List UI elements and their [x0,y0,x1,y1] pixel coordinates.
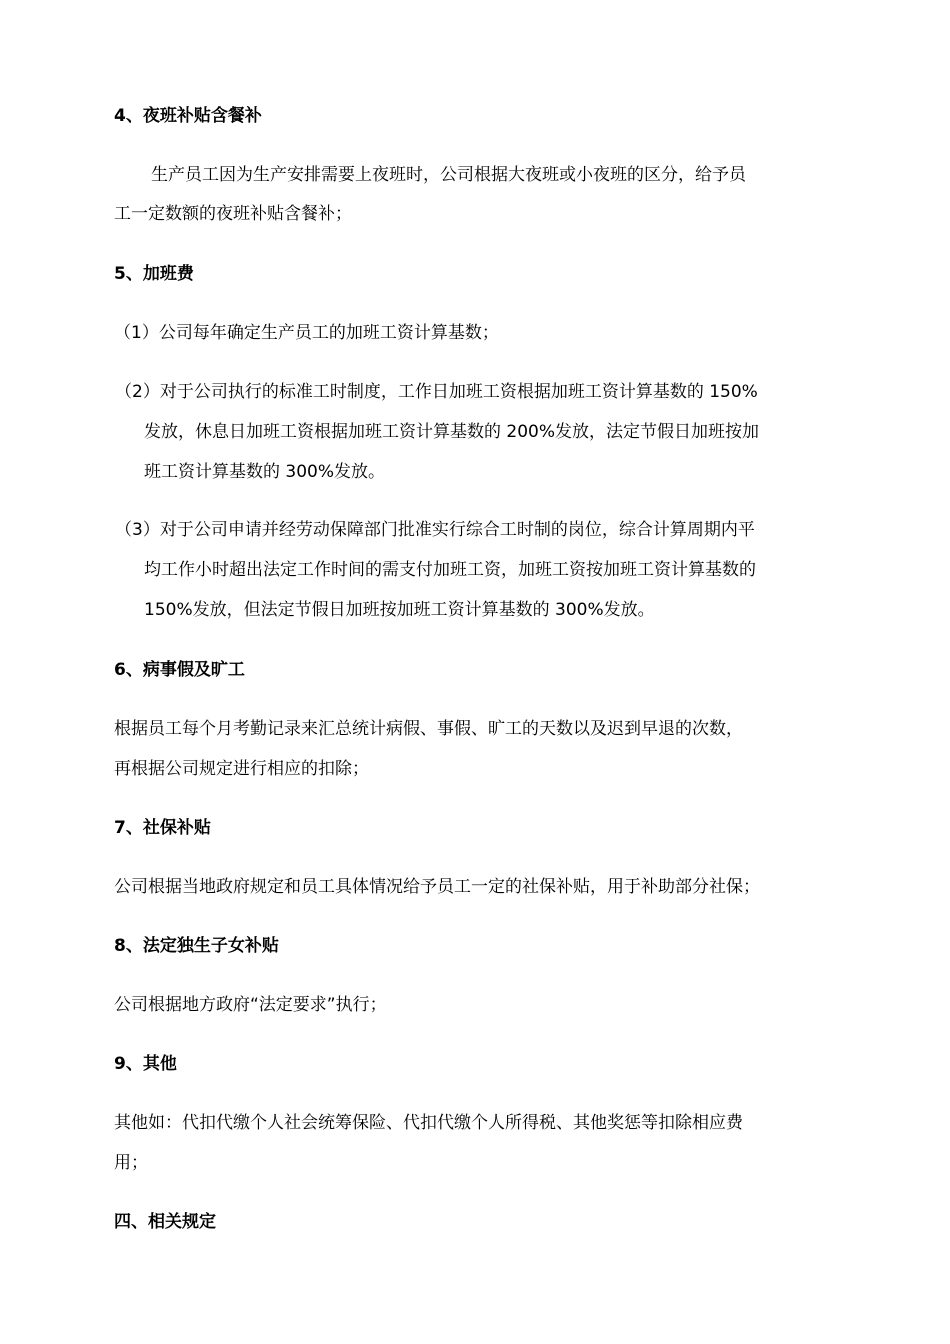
chapter-4-heading: 四、相关规定 [114,1212,216,1232]
section-5-heading: 5、加班费 [114,264,194,284]
section-7-line-1: 公司根据当地政府规定和员工具体情况给予员工一定的社保补贴，用于补助部分社保； [114,877,760,897]
section-5-item-2-line-1: （2）对于公司执行的标准工时制度，工作日加班工资根据加班工资计算基数的 150% [115,382,758,402]
section-6-heading: 6、病事假及旷工 [114,660,245,680]
section-5-item-1: （1）公司每年确定生产员工的加班工资计算基数； [114,323,499,343]
section-4-line-1: 生产员工因为生产安排需要上夜班时，公司根据大夜班或小夜班的区分，给予员 [151,165,746,185]
section-9-line-1: 其他如：代扣代缴个人社会统筹保险、代扣代缴个人所得税、其他奖惩等扣除相应费 [114,1113,743,1133]
section-8-heading: 8、法定独生子女补贴 [114,936,279,956]
section-4-line-2: 工一定数额的夜班补贴含餐补； [114,204,352,224]
section-5-item-2-line-3: 班工资计算基数的 300%发放。 [144,462,386,482]
section-8-line-1: 公司根据地方政府“法定要求”执行； [114,995,387,1015]
section-9-heading: 9、其他 [114,1054,177,1074]
section-4-heading: 4、夜班补贴含餐补 [114,106,262,126]
section-5-item-2-line-2: 发放，休息日加班工资根据加班工资计算基数的 200%发放，法定节假日加班按加 [144,422,760,442]
section-6-line-2: 再根据公司规定进行相应的扣除； [114,759,369,779]
section-9-line-2: 用； [114,1153,148,1173]
section-5-item-3-line-2: 均工作小时超出法定工作时间的需支付加班工资，加班工资按加班工资计算基数的 [144,560,756,580]
section-6-line-1: 根据员工每个月考勤记录来汇总统计病假、事假、旷工的天数以及迟到早退的次数， [114,719,743,739]
section-5-item-3-line-1: （3）对于公司申请并经劳动保障部门批准实行综合工时制的岗位，综合计算周期内平 [115,520,755,540]
section-5-item-3-line-3: 150%发放，但法定节假日加班按加班工资计算基数的 300%发放。 [144,600,655,620]
section-7-heading: 7、社保补贴 [114,818,211,838]
